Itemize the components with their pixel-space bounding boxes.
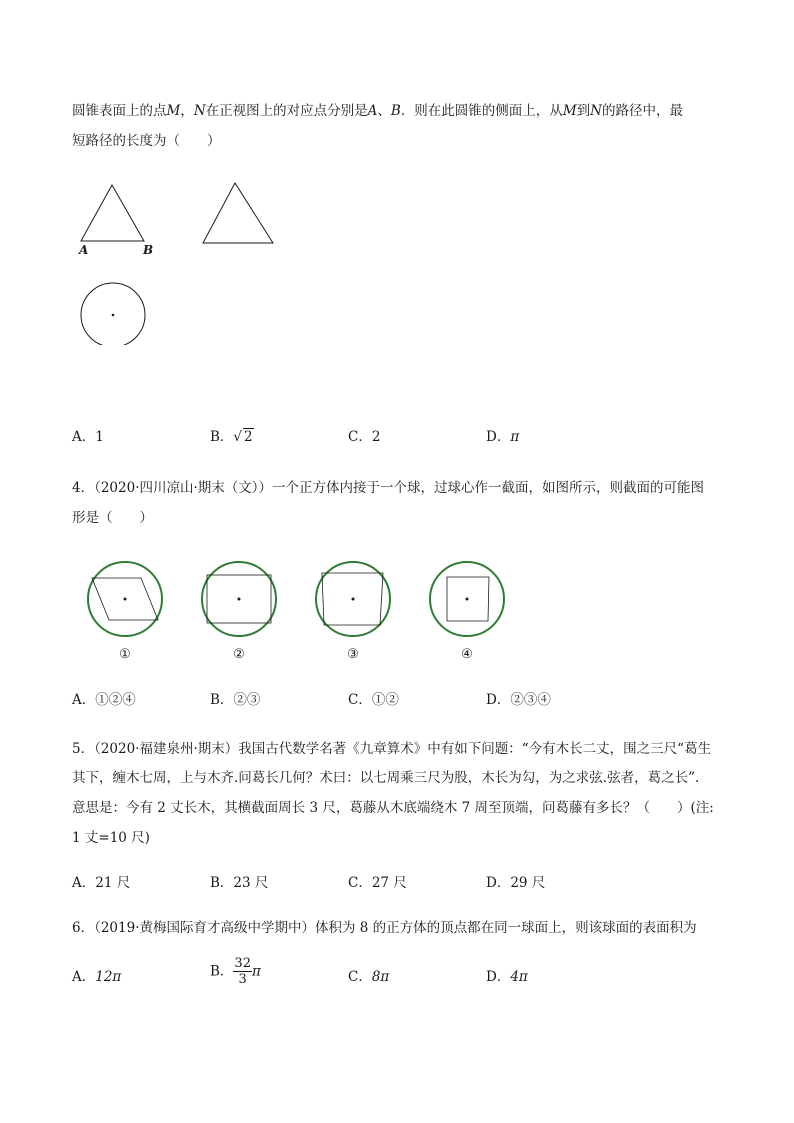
q3-comma: ， bbox=[180, 103, 194, 119]
choice-letter: D． bbox=[486, 429, 511, 445]
q3-text: 到 bbox=[576, 103, 591, 119]
top-view-center-dot bbox=[112, 314, 115, 317]
front-view-triangle bbox=[81, 185, 144, 241]
fraction-numerator: 32 bbox=[234, 956, 251, 971]
center-dot bbox=[124, 598, 127, 601]
q5-choice-d[interactable]: D．29 尺 bbox=[486, 875, 546, 891]
q6-choice-d[interactable] bbox=[486, 967, 528, 987]
choice-letter: D． bbox=[486, 969, 511, 985]
point-b: B bbox=[390, 103, 401, 119]
fig-label-2: ② bbox=[233, 647, 245, 662]
q3-text: 的路径中，最 bbox=[601, 103, 683, 119]
q4-stem-line2: 形是（ ） bbox=[72, 510, 153, 526]
q4-choice-a[interactable]: A．①②④ bbox=[72, 692, 136, 708]
q6-stem-line1: 6．（2019·黄梅国际育才高级中学期中）体积为 8 的正方体的顶点都在同一球面上，则该球面的表面积为 bbox=[72, 920, 697, 936]
q3-text: 在正视图上的对应点分别是 bbox=[205, 103, 368, 119]
point-n: N bbox=[193, 103, 206, 119]
fraction bbox=[233, 956, 252, 987]
point-a: A bbox=[367, 103, 378, 119]
fig-label-3: ③ bbox=[347, 647, 359, 662]
center-dot bbox=[238, 598, 241, 601]
section-2 bbox=[202, 562, 276, 636]
q5-stem-line4: 1 丈=10 尺) bbox=[72, 830, 150, 846]
q5-stem-line3: 意思是：今有 2 丈长木，其横截面周长 3 尺，葛藤从木底端绕木 7 周至顶端，问葛藤有多长？（ ）(注: bbox=[72, 800, 714, 816]
q5-choice-b[interactable]: B．23 尺 bbox=[210, 875, 269, 891]
point-m: M bbox=[166, 103, 181, 119]
q3-choice-b[interactable] bbox=[210, 427, 254, 447]
section-1 bbox=[88, 562, 162, 636]
q4-choice-d[interactable]: D．②③④ bbox=[486, 692, 551, 708]
figure-label-a: A bbox=[79, 243, 89, 257]
choice-letter: B． bbox=[210, 963, 234, 980]
fig-label-1: ① bbox=[119, 647, 131, 662]
q3-stem-line2: 短路径的长度为（ ） bbox=[72, 133, 221, 149]
q4-stem-line1: 4．（2020·四川凉山·期末（文））一个正方体内接于一个球，过球心作一截面，如图所示，则截面的可能图 bbox=[72, 480, 705, 496]
fraction-denominator: 3 bbox=[238, 972, 247, 987]
section-3 bbox=[316, 562, 390, 636]
sqrt-symbol: √ bbox=[233, 429, 243, 445]
figure-label-b: B bbox=[143, 243, 154, 257]
q6-choice-a[interactable] bbox=[72, 967, 121, 987]
choice-letter: C． bbox=[348, 429, 372, 445]
choice-letter: A． bbox=[72, 429, 96, 445]
fig-label-4: ④ bbox=[461, 647, 473, 662]
side-view-triangle bbox=[203, 183, 273, 243]
choice-value: 8π bbox=[371, 969, 390, 985]
q3-choice-a[interactable] bbox=[72, 427, 104, 447]
pi-symbol: π bbox=[251, 963, 261, 980]
q6-choice-b[interactable] bbox=[210, 956, 261, 987]
q5-choice-c[interactable]: C．27 尺 bbox=[348, 875, 407, 891]
point-n: N bbox=[590, 103, 602, 119]
q3-stem-line1 bbox=[72, 101, 683, 121]
q5-stem-line2: 其下，缠木七周，上与木齐.问葛长几何？术曰：以七周乘三尺为股，木长为勾，为之求弦.弦者，葛之长”. bbox=[72, 770, 700, 786]
choice-letter: A． bbox=[72, 969, 96, 985]
choice-value: 2 bbox=[371, 429, 381, 445]
section-4 bbox=[430, 562, 504, 636]
q3-choice-d[interactable] bbox=[486, 427, 519, 447]
q5-choice-a[interactable]: A．21 尺 bbox=[72, 875, 131, 891]
q3-text: 圆锥表面上的点 bbox=[72, 103, 167, 119]
q4-choice-b[interactable]: B．②③ bbox=[210, 692, 261, 708]
q3-cone-views-figure bbox=[70, 175, 290, 345]
q6-choice-c[interactable] bbox=[348, 967, 389, 987]
q4-choice-c[interactable]: C．①② bbox=[348, 692, 399, 708]
center-dot bbox=[352, 598, 355, 601]
q3-choice-c[interactable] bbox=[348, 427, 380, 447]
point-m: M bbox=[562, 103, 577, 119]
q3-text: ．则在此圆锥的侧面上，从 bbox=[400, 103, 563, 119]
q5-stem-line1: 5．（2020·福建泉州·期末）我国古代数学名著《九章算术》中有如下问题：“今有木长二丈，围之三尺“葛生 bbox=[72, 741, 712, 757]
center-dot bbox=[466, 598, 469, 601]
choice-value: π bbox=[510, 429, 520, 445]
choice-letter: C． bbox=[348, 969, 372, 985]
choice-value: 1 bbox=[95, 429, 104, 445]
q4-sections-figure bbox=[80, 555, 520, 645]
choice-letter: B． bbox=[210, 429, 234, 445]
sqrt-radicand: 2 bbox=[244, 429, 253, 445]
choice-value: 4π bbox=[510, 969, 528, 985]
choice-value: 12π bbox=[95, 969, 122, 985]
q3-sep: 、 bbox=[377, 103, 391, 119]
